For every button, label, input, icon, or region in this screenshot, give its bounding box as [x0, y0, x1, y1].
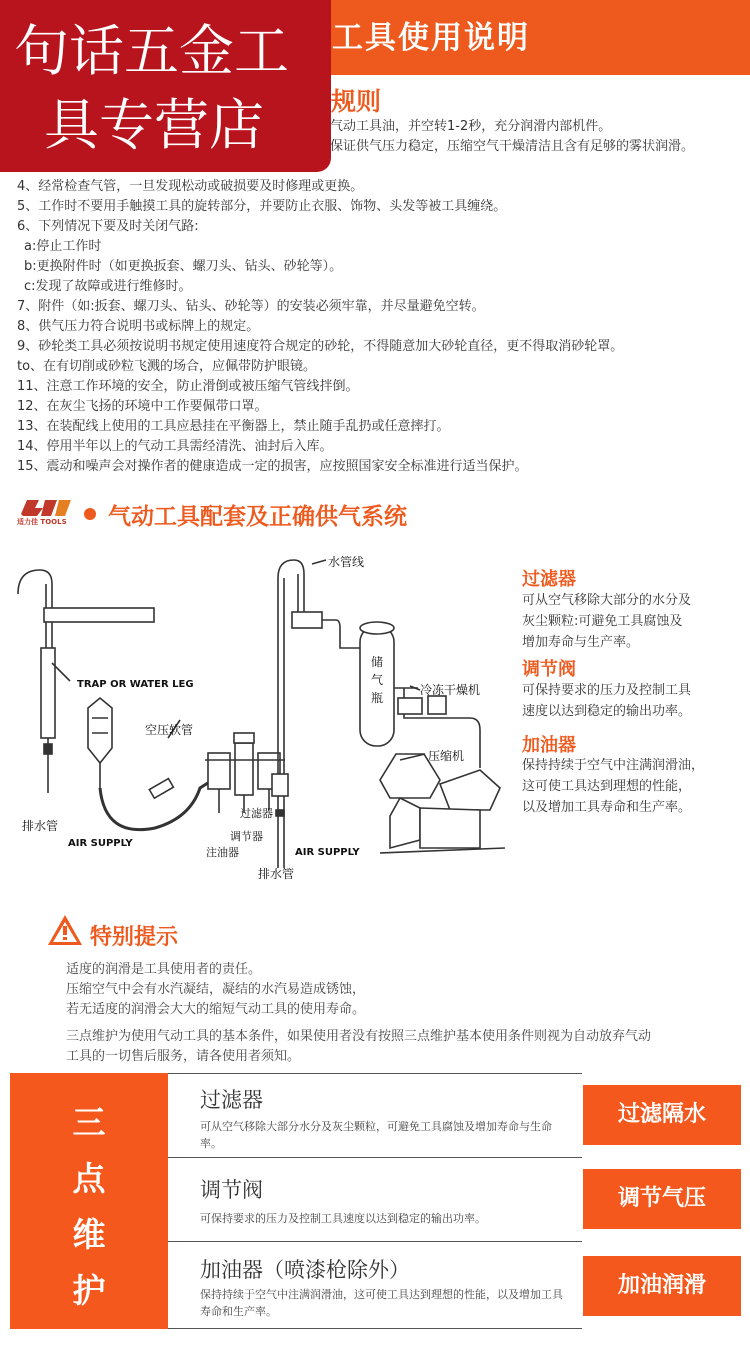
label-compressor: 压缩机: [428, 749, 465, 763]
label-filter: 过滤器: [240, 807, 273, 820]
label-air-supply-left: AIR SUPPLY: [68, 838, 133, 849]
maintenance-label-text: 三点维护: [72, 1103, 106, 1310]
rule-line: 12、在灰尘飞扬的环境中工作要佩带口罩。: [17, 399, 268, 414]
maintenance-row-regulator: [168, 1157, 582, 1242]
rule-line: 保证供气压力稳定，压缩空气干燥清洁且含有足够的雾状润滑。: [330, 139, 695, 154]
regulator-heading: 调节阀: [522, 659, 576, 680]
filter-text: 灰尘颗粒:可避免工具腐蚀及: [522, 614, 683, 629]
label-air-supply-right: AIR SUPPLY: [295, 847, 360, 858]
tip-line: 工具的一切售后服务，请各使用者须知。: [66, 1049, 301, 1064]
label-drain-right: 排水管: [258, 867, 295, 881]
filter-text: 可从空气移除大部分的水分及: [522, 593, 692, 608]
warning-icon: [46, 913, 84, 947]
row-desc: 可保持要求的压力及控制工具速度以达到稳定的输出功率。: [200, 1212, 486, 1225]
rule-line: 5、工作时不要用手触摸工具的旋转部分，并要防止衣服、饰物、头发等被工具缠绕。: [17, 199, 507, 214]
bullet-dot: [84, 508, 96, 520]
lubricator-heading: 加油器: [522, 735, 576, 756]
maintenance-tag: 调节气压: [583, 1169, 741, 1229]
rule-line: 气动工具油，并空转1-2秒，充分润滑内部机件。: [330, 119, 612, 134]
regulator-text: 速度以达到稳定的输出功率。: [522, 704, 692, 719]
filter-text: 增加寿命与生产率。: [522, 635, 640, 650]
table-bottom-border: [168, 1328, 582, 1329]
rule-line: 13、在装配线上使用的工具应悬挂在平衡器上，禁止随手乱扔或任意摔打。: [17, 419, 450, 434]
label-water-pipe: 水管线: [328, 555, 365, 569]
row-title: 加油器（喷漆枪除外）: [200, 1258, 410, 1282]
label-trap: TRAP OR WATER LEG: [77, 679, 194, 690]
rule-line: a:停止工作时: [24, 239, 102, 254]
label-regulator: 调节器: [230, 830, 263, 843]
tip-line: 三点维护为使用气动工具的基本条件，如果使用者没有按照三点维护基本使用条件则视为自动放弃气动: [66, 1029, 652, 1044]
lubricator-text: 保持持续于空气中注满润滑油，: [522, 758, 705, 773]
label-drain-left: 排水管: [22, 819, 59, 833]
section-title: 气动工具配套及正确供气系统: [108, 504, 407, 530]
label-dryer: 冷冻干燥机: [420, 683, 481, 697]
row-title: 调节阀: [200, 1178, 263, 1202]
rule-line: 11、注意工作环境的安全，防止滑倒或被压缩气管线拌倒。: [17, 379, 359, 394]
rule-line: to、在有切削或砂粒飞溅的场合，应佩带防护眼镜。: [17, 359, 317, 374]
row-desc: 保持持续于空气中注满润滑油，这可使工具达到理想的性能，以及增加工具寿命和生产率。: [200, 1288, 563, 1318]
rule-line: 9、砂轮类工具必须按说明书规定使用速度符合规定的砂轮，不得随意加大砂轮直径，更不得取消砂轮罩。: [17, 339, 624, 354]
store-name-line2: 具专营店: [44, 93, 265, 157]
maintenance-row-lubricator: [168, 1241, 582, 1329]
store-badge[interactable]: [0, 0, 331, 172]
label-hose: 空压软管: [145, 723, 194, 737]
regulator-text: 可保持要求的压力及控制工具: [522, 683, 692, 698]
rule-line: 4、经常检查气管，一旦发现松动或破损要及时修理或更换。: [17, 179, 364, 194]
rule-line: 7、附件（如:扳套、螺刀头、钻头、砂轮等）的安装必须牢靠，并尽量避免空转。: [17, 299, 485, 314]
maintenance-row-filter: [168, 1073, 582, 1158]
rule-line: c:发现了故障或进行维修时。: [24, 279, 192, 294]
maintenance-label: [10, 1095, 168, 1319]
row-desc: 可从空气移除大部分水分及灰尘颗粒，可避免工具腐蚀及增加寿命与生命率。: [200, 1120, 552, 1150]
rule-line: 8、供气压力符合说明书或标牌上的规定。: [17, 319, 260, 334]
store-name-line1: 句话五金工: [14, 19, 290, 83]
rules-heading: 规则: [331, 87, 382, 116]
tip-line: 压缩空气中会有水汽凝结，凝结的水汽易造成锈蚀，: [66, 982, 366, 997]
page-title: 工具使用说明: [332, 20, 530, 56]
rule-line: 14、停用半年以上的气动工具需经清洗、油封后入库。: [17, 439, 333, 454]
maintenance-tag: 加油润滑: [583, 1256, 741, 1316]
lubricator-text: 这可使工具达到理想的性能，: [522, 779, 692, 794]
tips-title: 特别提示: [90, 925, 179, 950]
label-tank-2: 气: [371, 673, 384, 687]
label-tank-1: 储: [371, 655, 384, 669]
air-supply-diagram: [0, 548, 520, 888]
rule-line: 15、震动和噪声会对操作者的健康造成一定的损害，应按照国家安全标准进行适当保护。: [17, 459, 528, 474]
label-tank-3: 瓶: [371, 691, 384, 705]
brand-caption: 适力佳 TOOLS: [17, 518, 67, 526]
tip-line: 适度的润滑是工具使用者的责任。: [66, 962, 262, 977]
tip-line: 若无适度的润滑会大大的缩短气动工具的使用寿命。: [66, 1002, 366, 1017]
rule-line: 6、下列情况下要及时关闭气路:: [17, 219, 199, 234]
lubricator-text: 以及增加工具寿命和生产率。: [522, 800, 692, 815]
rule-line: b:更换附件时（如更换扳套、螺刀头、钻头、砂轮等）。: [24, 259, 343, 274]
filter-heading: 过滤器: [522, 569, 576, 590]
maintenance-tag: 过滤隔水: [583, 1085, 741, 1145]
row-title: 过滤器: [200, 1088, 263, 1112]
label-lubricator: 注油器: [206, 846, 239, 859]
